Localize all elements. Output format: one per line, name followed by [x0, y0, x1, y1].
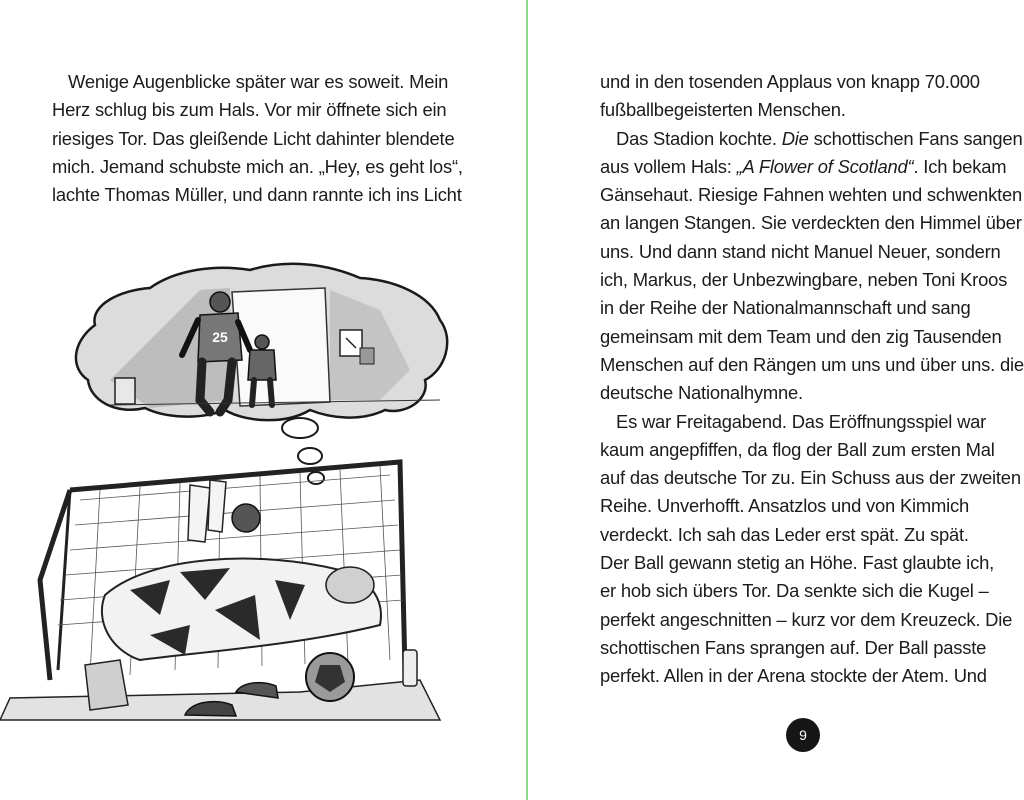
emphasis: Die	[781, 127, 809, 149]
page-number: 9	[786, 718, 820, 752]
text-line: in der Reihe der Nationalmannschaft und sang	[600, 297, 971, 319]
left-page-text	[52, 68, 512, 209]
sock	[208, 480, 226, 532]
text-line: gemeinsam mit dem Team und den zig Tausenden	[600, 325, 1002, 347]
thought-bubble	[282, 418, 318, 438]
text-line	[600, 125, 1023, 153]
text-line: an langen Stangen. Sie verdeckten den Himmel über	[600, 212, 1022, 234]
jersey-number: 25	[212, 329, 228, 345]
right-page	[529, 0, 1024, 800]
text-line: riesiges Tor. Das gleißende Licht dahinter blendete	[52, 127, 455, 149]
text-line: perfekt angeschnitten – kurz vor dem Kreuzeck. Die	[600, 608, 1013, 630]
text-line	[600, 153, 1007, 181]
text-run: schottischen Fans sangen	[808, 127, 1023, 149]
text-line: Menschen auf den Rängen um uns und über uns. die	[600, 353, 1024, 375]
text-line: kaum angepfiffen, da flog der Ball zum ersten Mal	[600, 438, 995, 460]
text-line: und in den tosenden Applaus von knapp 70.000	[600, 71, 980, 92]
thought-bubble	[308, 472, 324, 484]
text-line: lachte Thomas Müller, und dann rannte ich ins Licht	[52, 184, 462, 206]
song-title: „A Flower of Scotland“	[736, 155, 914, 177]
thought-bubble	[298, 448, 322, 464]
text-line: Gänsehaut. Riesige Fahnen wehten und schwenkten	[600, 184, 1023, 206]
text-line: Wenige Augenblicke später war es soweit. Mein	[68, 71, 449, 92]
text-line: er hob sich übers Tor. Da senkte sich die Kugel –	[600, 580, 989, 602]
text-line: schottischen Fans sprangen auf. Der Ball passte	[600, 636, 987, 658]
sock	[188, 485, 210, 542]
text-line: uns. Und dann stand nicht Manuel Neuer, sondern	[600, 240, 1001, 262]
text-line: perfekt. Allen in der Arena stockte der Atem. Und	[600, 665, 987, 687]
text-line: Reihe. Unverhofft. Ansatzlos und von Kimmich	[600, 495, 970, 517]
right-page-text	[600, 68, 1024, 691]
text-line: Der Ball gewann stetig an Höhe. Fast glaubte ich,	[600, 552, 995, 574]
text-run: Das Stadion kochte.	[616, 127, 782, 149]
backpack	[85, 660, 128, 710]
text-run: aus vollem Hals:	[600, 155, 737, 177]
football	[306, 653, 354, 701]
text-line: deutsche Nationalhymne.	[600, 382, 803, 404]
text-line: auf das deutsche Tor zu. Ein Schuss aus der zweiten	[600, 467, 1021, 489]
sleeping-head	[326, 567, 374, 603]
illustration-dream-goal	[0, 250, 470, 720]
text-line: fußballbegeisterten Menschen.	[600, 99, 846, 121]
text-run: . Ich bekam	[913, 155, 1007, 177]
text-line: Herz schlug bis zum Hals. Vor mir öffnete sich ein	[52, 99, 447, 121]
text-line: mich. Jemand schubste mich an. „Hey, es geht los“,	[52, 155, 463, 177]
toy	[232, 504, 260, 532]
text-line: Es war Freitagabend. Das Eröffnungsspiel war	[616, 410, 987, 432]
book-spine	[526, 0, 528, 800]
dream-cloud	[76, 264, 447, 420]
text-line: verdeckt. Ich sah das Leder erst spät. Zu spät.	[600, 523, 969, 545]
water-bottle	[403, 650, 417, 686]
text-line: ich, Markus, der Unbezwingbare, neben Toni Kroos	[600, 269, 1008, 291]
